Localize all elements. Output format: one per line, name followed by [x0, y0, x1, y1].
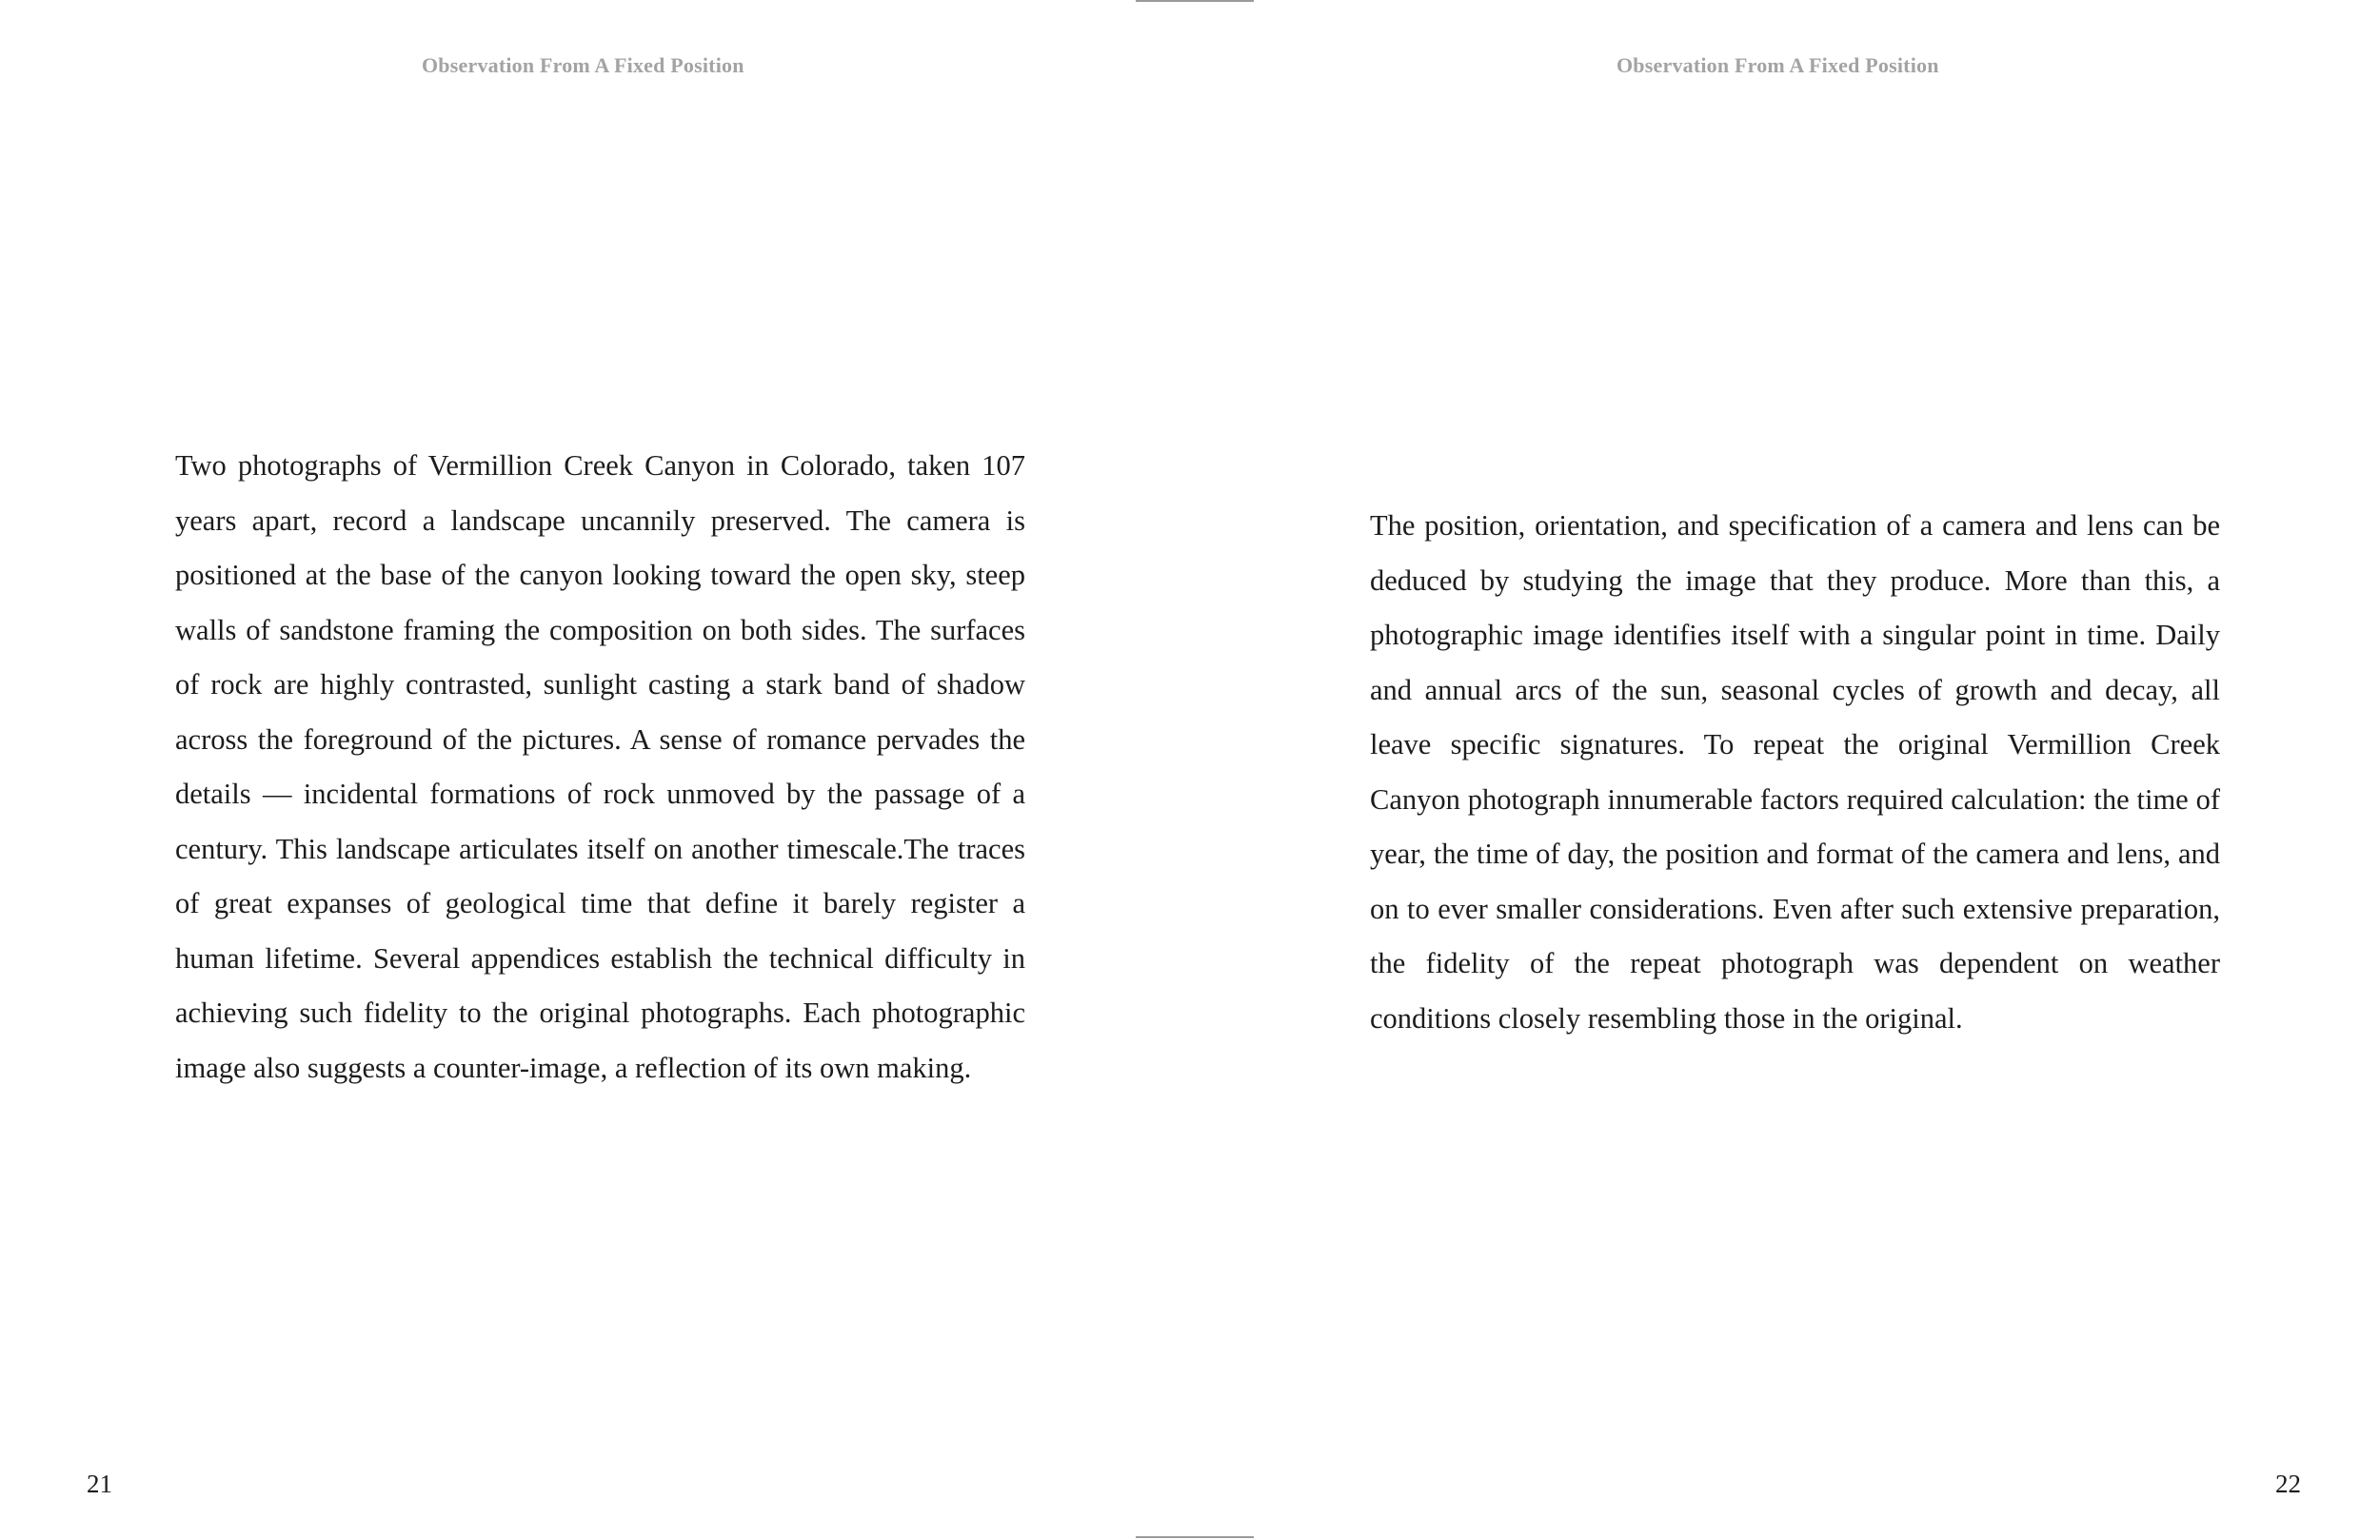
body-text-right: The position, orientation, and specification of a camera and lens can be deduced by studying the image that they produce. More than this, a photographic image identifies itself with a singular point in time. Daily and annual arcs of the sun, seasonal cycles of growth and decay, all leave specific signatures. To repeat the original Vermillion Creek Canyon photograph innumerable factors required calculation: the time of year, the time of day, the position and format of the camera and lens, and on to ever smaller considerations. Even after such extensive preparation, the fidelity of the repeat photograph was dependent on weather conditions closely resembling those in the original.	[1370, 509, 2220, 1035]
running-header-left: Observation From A Fixed Position	[422, 53, 744, 77]
page-number-left: 21	[87, 1470, 112, 1498]
page-number-right: 22	[2275, 1470, 2301, 1498]
running-header-right: Observation From A Fixed Position	[1616, 53, 1939, 77]
right-page	[1190, 0, 2380, 1540]
gutter-mark-bottom	[1136, 1536, 1254, 1538]
body-text-left: Two photographs of Vermillion Creek Canyon in Colorado, taken 107 years apart, record a landscape uncannily preserved. The camera is positioned at the base of the canyon looking toward the open sky, steep walls of sandstone framing the composition on both sides. The surfaces of rock are highly contrasted, sunlight casting a stark band of shadow across the foreground of the pictures. A sense of romance pervades the details — incidental formations of rock unmoved by the passage of a century. This landscape articulates itself on another timescale.The traces of great expanses of geological time that define it barely register a human lifetime. Several appendices establish the technical difficulty in achieving such fidelity to the original photographs. Each photographic image also suggests a counter-image, a reflection of its own making.	[175, 449, 1025, 1084]
